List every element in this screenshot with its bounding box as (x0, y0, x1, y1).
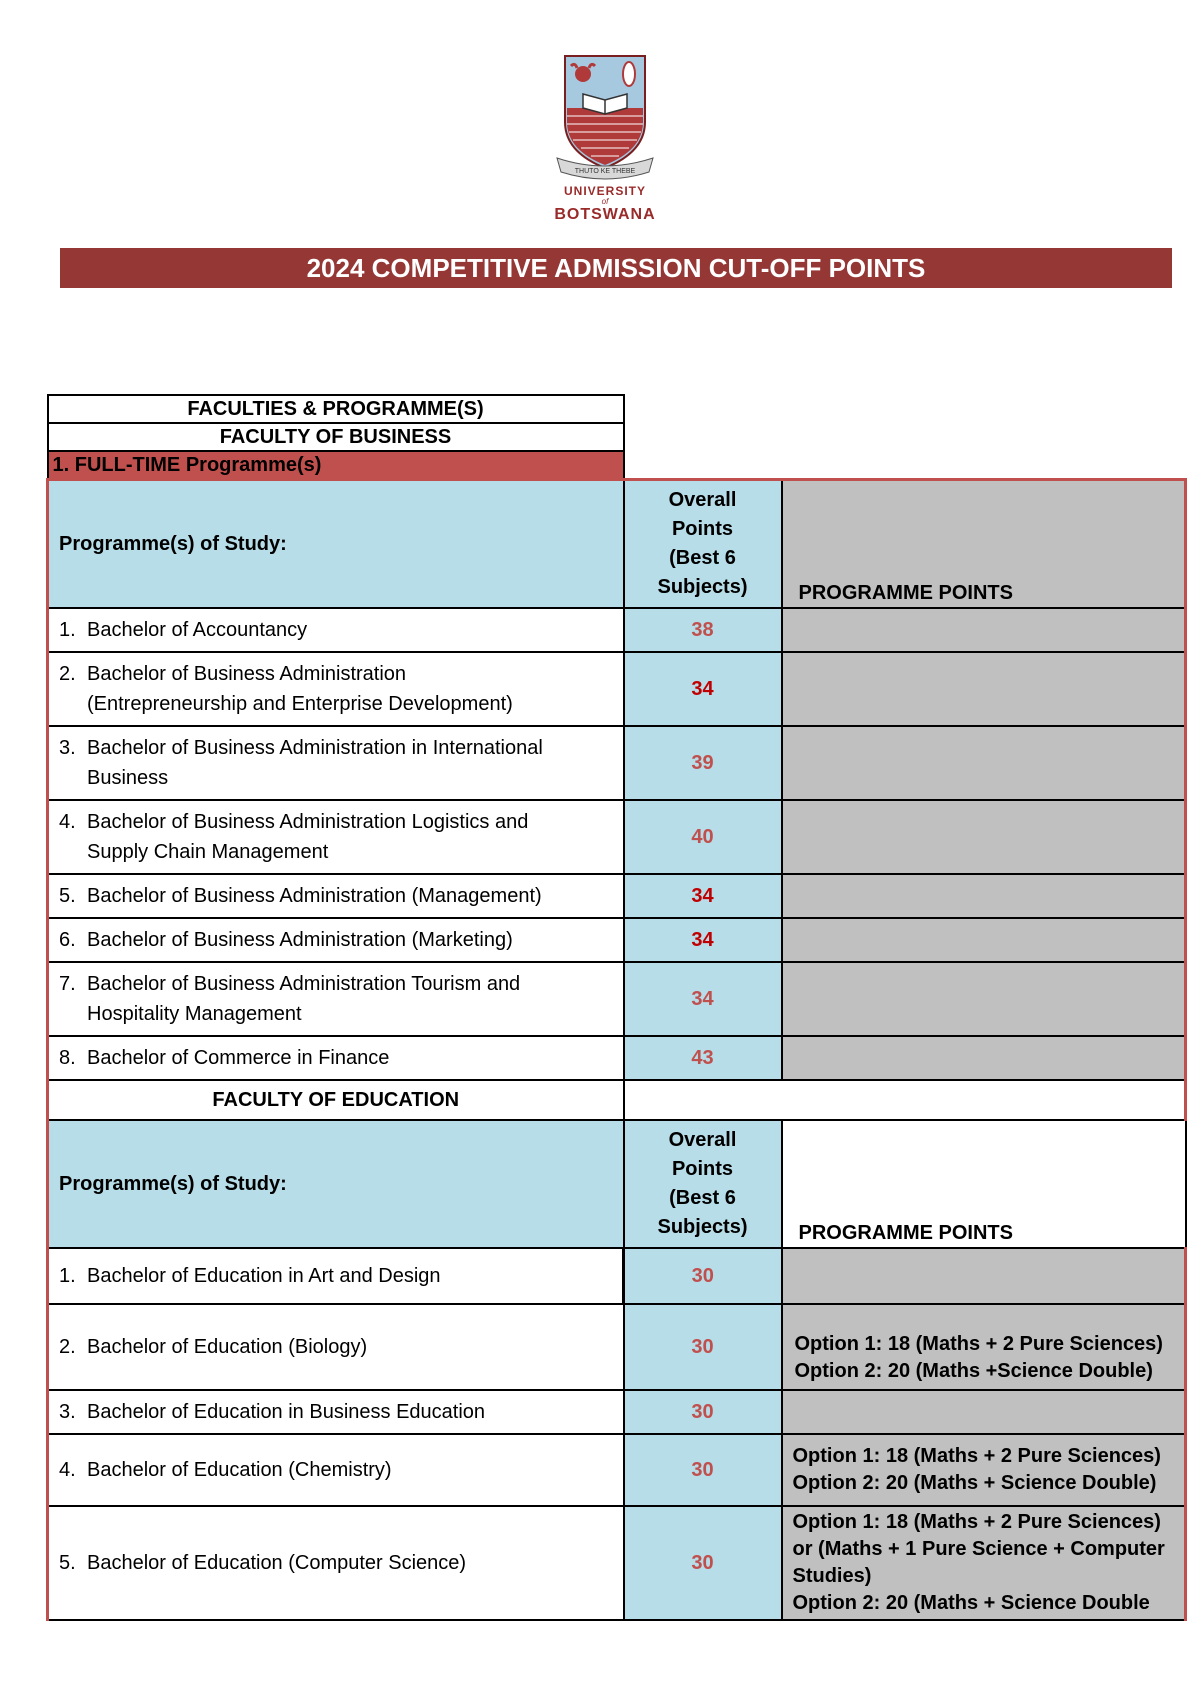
table-row (48, 1304, 1186, 1390)
table-row (48, 800, 1186, 874)
programme-name: 2. Bachelor of Education (Biology) (48, 1304, 624, 1390)
faculty-education-heading: FACULTY OF EDUCATION (48, 1080, 624, 1120)
overall-points: 34 (624, 874, 782, 918)
table-row (48, 918, 1186, 962)
programme-name: 4. Bachelor of Business Administration Logistics and Supply Chain Management (48, 800, 624, 874)
programme-name: 7. Bachelor of Business Administration Tourism and Hospitality Management (48, 962, 624, 1036)
programme-name: 6. Bachelor of Business Administration (Marketing) (48, 918, 624, 962)
programme-name: 1. Bachelor of Education in Art and Design (48, 1248, 624, 1304)
programme-points-cell (782, 1248, 1186, 1304)
page-title: 2024 COMPETITIVE ADMISSION CUT-OFF POINTS (306, 253, 926, 283)
table-row (48, 874, 1186, 918)
programme-points-cell (782, 962, 1186, 1036)
overall-points: 30 (624, 1248, 782, 1304)
programme-points-cell (782, 726, 1186, 800)
overall-points: 43 (624, 1036, 782, 1080)
programme-points-cell (782, 800, 1186, 874)
programme-name: 3. Bachelor of Education in Business Education (48, 1390, 624, 1434)
overall-points: 34 (624, 918, 782, 962)
column-header-programme: Programme(s) of Study: (48, 480, 624, 609)
column-header-programme-points: PROGRAMME POINTS (782, 1120, 1186, 1248)
programme-points-cell: Option 1: 18 (Maths + 2 Pure Sciences) Option 2: 20 (Maths + Science Double) (782, 1434, 1186, 1506)
page-title-banner (60, 248, 1172, 288)
table-row (48, 1390, 1186, 1434)
overall-points: 34 (624, 652, 782, 726)
faculties-heading: FACULTIES & PROGRAMME(S) (48, 395, 624, 423)
university-logo (550, 52, 660, 232)
programme-points-cell (782, 918, 1186, 962)
overall-points: 30 (624, 1304, 782, 1390)
programme-name: 8. Bachelor of Commerce in Finance (48, 1036, 624, 1080)
logo-line-botswana: BOTSWANA (554, 206, 656, 223)
table-heading-row (48, 395, 1186, 423)
table-row (48, 1506, 1186, 1620)
programme-name: 4. Bachelor of Education (Chemistry) (48, 1434, 624, 1506)
programme-points-cell (782, 608, 1186, 652)
overall-points: 38 (624, 608, 782, 652)
column-header-programme: Programme(s) of Study: (48, 1120, 624, 1248)
table-row (48, 1434, 1186, 1506)
business-column-header-row (48, 480, 1186, 609)
overall-points: 39 (624, 726, 782, 800)
university-crest-icon (555, 52, 655, 180)
logo-line-of: of (601, 197, 609, 206)
motto-text: THUTO KE THEBE (574, 168, 636, 175)
column-header-overall: Overall Points (Best 6 Subjects) (624, 1120, 782, 1248)
programme-name: 3. Bachelor of Business Administration in International Business (48, 726, 624, 800)
overall-points: 30 (624, 1506, 782, 1620)
overall-points: 34 (624, 962, 782, 1036)
programme-name: 1. Bachelor of Accountancy (48, 608, 624, 652)
programme-points-cell: Option 1: 18 (Maths + 2 Pure Sciences) or (Maths + 1 Pure Science + Computer Studies) Option 2: 20 (Maths + Science Double (782, 1506, 1186, 1620)
programme-name: 2. Bachelor of Business Administration (Entrepreneurship and Enterprise Development) (48, 652, 624, 726)
fulltime-label: 1. FULL-TIME Programme(s) (48, 451, 624, 480)
faculty-business-heading: FACULTY OF BUSINESS (48, 423, 624, 451)
programme-name: 5. Bachelor of Business Administration (Management) (48, 874, 624, 918)
faculty-business-row (48, 423, 1186, 451)
programme-points-cell: Option 1: 18 (Maths + 2 Pure Sciences) Option 2: 20 (Maths +Science Double) (782, 1304, 1186, 1390)
logo-line-university: UNIVERSITY (563, 184, 646, 198)
table-row (48, 1248, 1186, 1304)
programme-points-cell (782, 874, 1186, 918)
fulltime-row (48, 451, 1186, 480)
table-row (48, 1036, 1186, 1080)
table-row (48, 608, 1186, 652)
table-row (48, 726, 1186, 800)
overall-points: 40 (624, 800, 782, 874)
table-row (48, 652, 1186, 726)
education-column-header-row (48, 1120, 1186, 1248)
programme-name: 5. Bachelor of Education (Computer Science) (48, 1506, 624, 1620)
programme-points-cell (782, 652, 1186, 726)
programme-points-cell (782, 1390, 1186, 1434)
column-header-overall: Overall Points (Best 6 Subjects) (624, 480, 782, 609)
column-header-programme-points: PROGRAMME POINTS (782, 480, 1186, 609)
overall-points: 30 (624, 1390, 782, 1434)
overall-points: 30 (624, 1434, 782, 1506)
table-row (48, 962, 1186, 1036)
programme-points-cell (782, 1036, 1186, 1080)
cutoff-table (46, 394, 1187, 1621)
faculty-education-row (48, 1080, 1186, 1120)
